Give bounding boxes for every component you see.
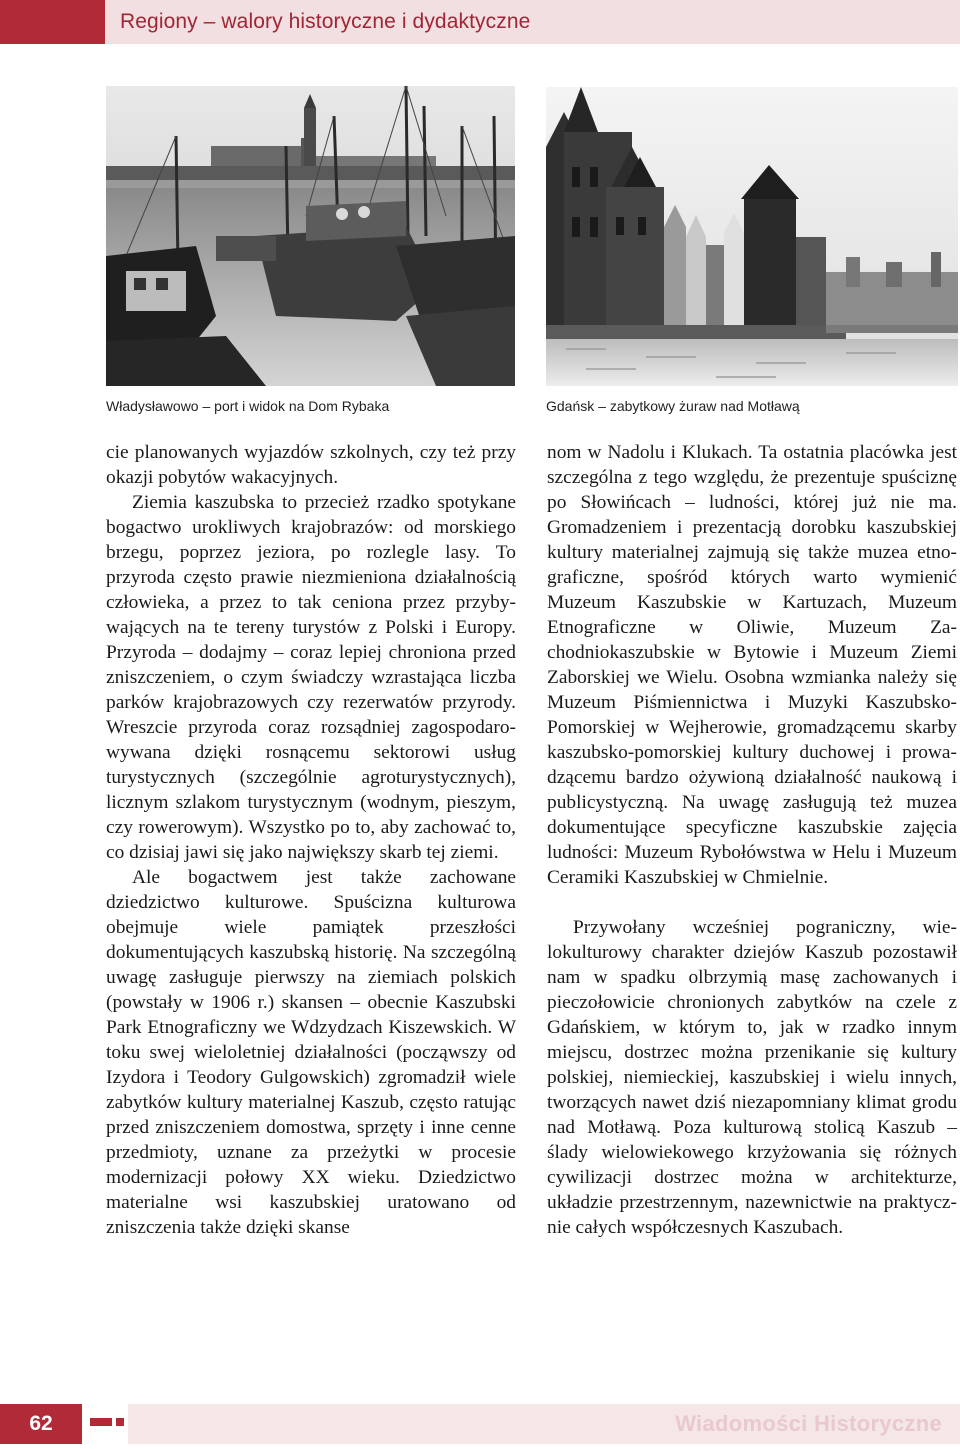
photo-caption-right: Gdańsk – zabytkowy żuraw nad Motławą (546, 398, 800, 414)
page-number: 62 (29, 1412, 53, 1435)
photo-caption-left: Władysławowo – port i widok na Dom Rybaka (106, 398, 390, 414)
text-column-left (106, 440, 516, 1240)
page-footer (0, 1404, 960, 1444)
text-column-right (547, 440, 957, 1240)
paragraph: Ale bogactwem jest także zachowane dziedzictwo kulturowe. Spuścizna kulturowa obejmuje wiele pamiątek przeszłości dokumentujących kaszubską historię. Na szczególną uwagę zasługuje pierwszy na ziemiach polskich (powstały w 1906 r.) skansen – obecnie Kaszubski Park Etnograficzny we Wdzydzach Kiszewskich. W toku swej wieloletniej działalności (począwszy od Izydora i Teodory Gulgowskich) zgromadził wiele zabytków kultury materialnej Kaszub, często ratując przed zniszczeniem domostwa, sprzęty i inne cenne przedmioty, uznane za przeżytki w procesie modernizacji połowy XX wieku. Dziedzictwo materialne wsi kaszubskiej uratowano od zniszczenia także dzięki skanse (106, 867, 516, 1238)
section-title: Regiony – walory historyczne i dydaktyczne (120, 10, 531, 33)
paragraph: Ziemia kaszubska to przecież rzadko spotykane bogactwo urokliwych krajobrazów: od morskiego brzegu, poprzez jeziora, po rozlegle lasy. To przyroda często prawie niezmieniona działalnością człowieka, a przez to tak ceniona przez przybywających na te tereny turystów z Polski i Europy. Przyroda – dodajmy – coraz lepiej chroniona przed zniszczeniem, o czym świadczy wzrastająca liczba parków krajobrazowych czy rezerwatów przyrody. Wreszcie przyroda coraz rozsądniej zagospodarowywana dzięki rosnącemu sektorowi usług turystycznych (szczególnie agroturystycznych), licznym szlakom turystycznym (wodnym, pieszym, czy rowerowym). Wszystko po to, aby zachować to, co dzisiaj jawi się jako największy skarb tej ziemi. (106, 492, 516, 863)
gdansk-crane-photo (546, 87, 958, 386)
page-header (0, 0, 960, 44)
paragraph: Przywołany wcześniej pograniczny, wielokulturowy charakter dziejów Kaszub pozostawił nam w spadku olbrzymią masę zachowanych i pieczołowicie chronionych zabytków na czele z Gdańskiem, w którym to, jak w rzadko innym miejscu, dostrzec można przenikanie się kultury polskiej, niemieckiej, kaszubskiej i wielu innych, tworzących nawet dziś niezapomniany klimat grodu nad Motławą. Poza kulturową stolicą Kaszub – ślady wielowiekowego krzyżowania się różnych cywilizacji dostrzec można w architekturze, układzie przestrzennym, nazewnictwie na praktycznie całych współczesnych Kaszubach. (547, 917, 957, 1238)
footer-decor-square (116, 1418, 124, 1426)
footer-decor-bar (90, 1418, 112, 1426)
paragraph: cie planowanych wyjazdów szkolnych, czy też przy okazji pobytów wakacyjnych. (106, 442, 516, 488)
header-accent-block (0, 0, 105, 44)
harbour-photo (106, 86, 515, 386)
journal-name: Wiadomości Historyczne (675, 1411, 942, 1436)
paragraph: nom w Nadolu i Klukach. Ta ostatnia placówka jest szczególna z tego względu, że prezentuje spuściznę po Słowińcach – ludności, której już nie ma. Gromadzeniem i prezentacją dorobku kaszubskiej kultury materialnej zajmują się także muzea etnograficzne, spośród których warto wymienić Muzeum Kaszubskie w Kartuzach, Muzeum Etnograficzne w Oliwie, Muzeum Zachodniokaszubskie w Bytowie i Muzeum Ziemi Zaborskiej we Wielu. Osobna wzmianka należy się Muzeum Piśmiennictwa i Muzyki Kaszubsko-Pomorskiej w Wejherowie, gromadzącemu skarby kaszubsko-pomorskiej kultury duchowej i prowadzącemu bardzo ożywioną działalność naukową i publicystyczną. Na uwagę zasługują też muzea dokumentujące specyficzne kaszubskie zajęcia ludności: Muzeum Rybołówstwa w Helu i Muzeum Ceramiki Kaszubskiej w Chmielnie. (547, 442, 957, 888)
